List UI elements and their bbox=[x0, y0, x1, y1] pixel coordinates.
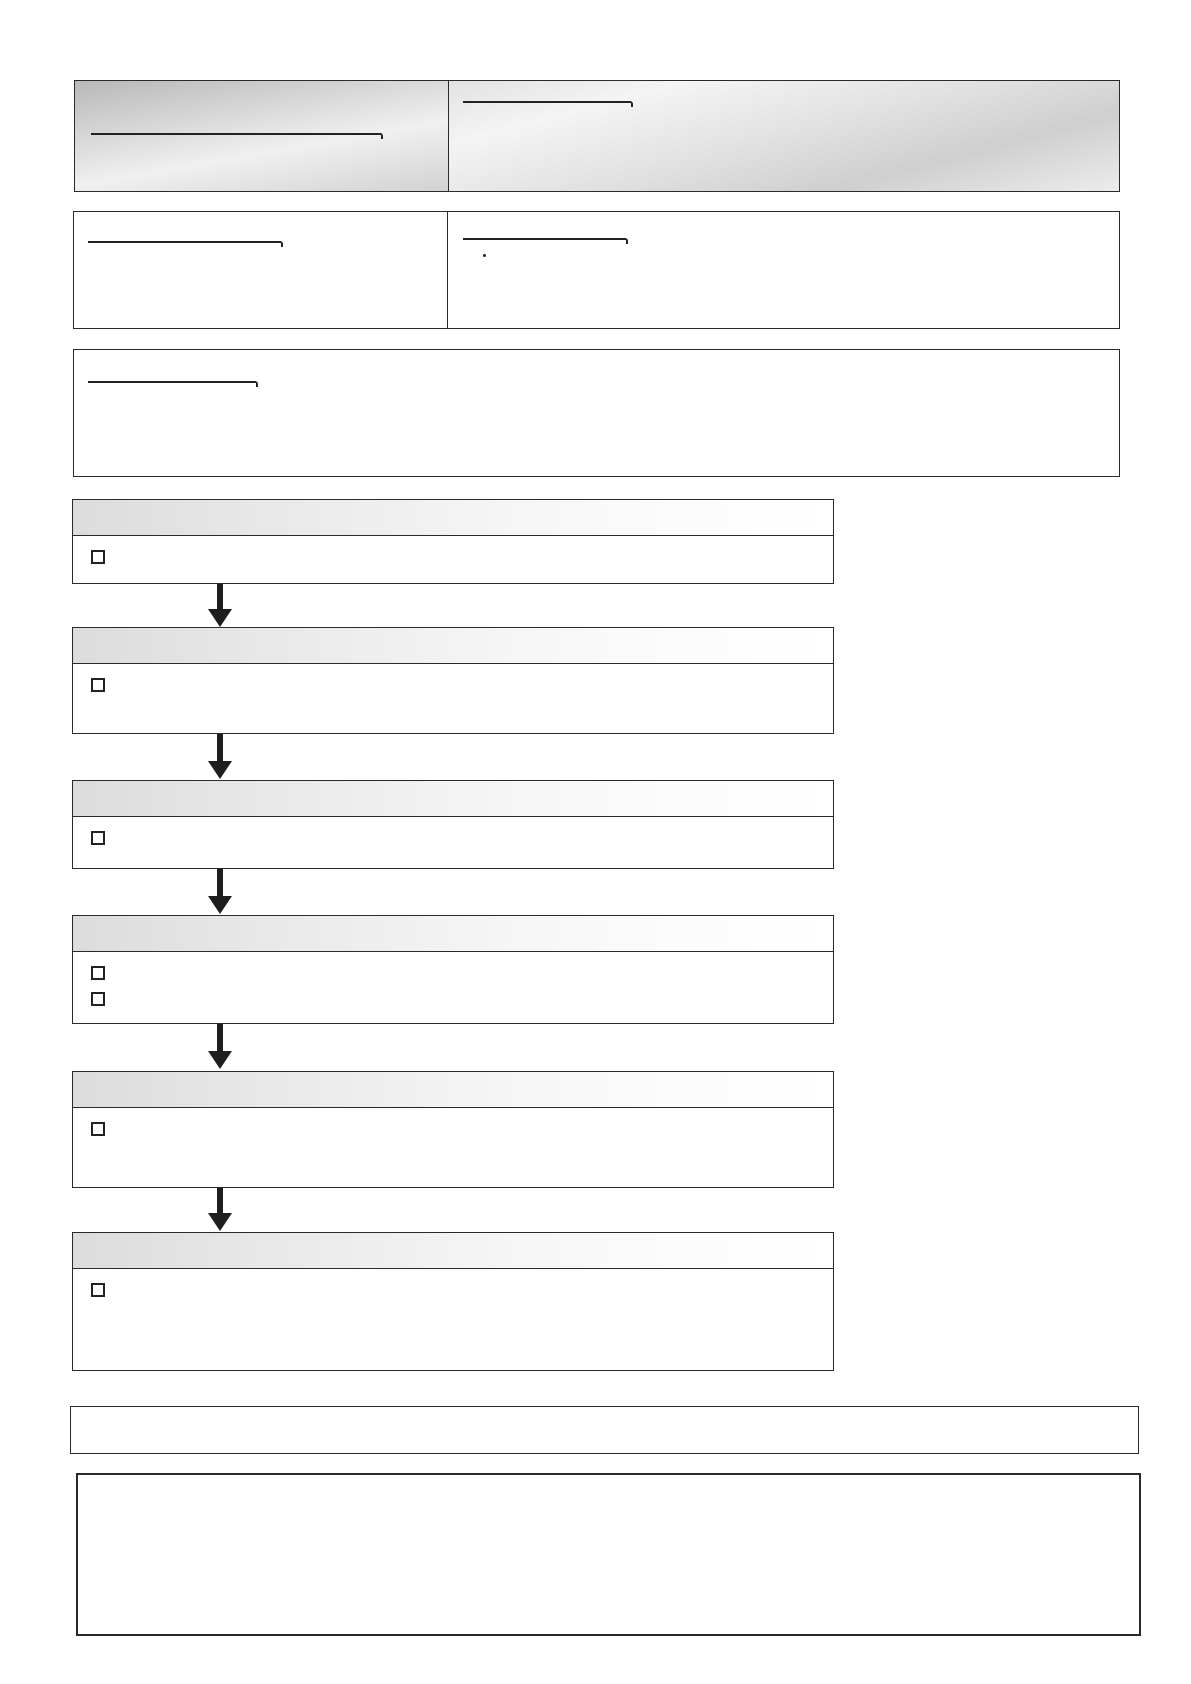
step-5-header bbox=[73, 1072, 833, 1108]
step-3-body bbox=[73, 817, 833, 845]
step-1-body bbox=[73, 536, 833, 564]
step-1-checkbox-1[interactable] bbox=[91, 550, 105, 564]
step-4-body bbox=[73, 952, 833, 1006]
step-4-checkbox-2[interactable] bbox=[91, 992, 105, 1006]
flow-arrow-1 bbox=[208, 584, 232, 628]
header-box bbox=[74, 80, 1120, 192]
info-right-title-line bbox=[463, 238, 626, 240]
step-2-checkbox-1[interactable] bbox=[91, 678, 105, 692]
header-right-title-line bbox=[463, 101, 631, 103]
step-3-header bbox=[73, 781, 833, 817]
header-left-pane bbox=[75, 81, 449, 191]
step-3-checkbox-1[interactable] bbox=[91, 831, 105, 845]
info-row-divider bbox=[447, 212, 448, 328]
description-title-line bbox=[88, 381, 256, 383]
step-1-header bbox=[73, 500, 833, 536]
step-card-2 bbox=[72, 627, 834, 734]
flow-arrow-3 bbox=[208, 869, 232, 915]
flow-arrow-5 bbox=[208, 1188, 232, 1232]
step-4-header bbox=[73, 916, 833, 952]
step-6-checkbox-1[interactable] bbox=[91, 1283, 105, 1297]
step-card-6 bbox=[72, 1232, 834, 1371]
step-card-1 bbox=[72, 499, 834, 584]
bullet-dot bbox=[483, 254, 486, 257]
step-6-body bbox=[73, 1269, 833, 1297]
step-4-checkbox-1[interactable] bbox=[91, 966, 105, 980]
info-row-box bbox=[73, 211, 1120, 329]
step-card-3 bbox=[72, 780, 834, 869]
step-5-body bbox=[73, 1108, 833, 1136]
step-2-body bbox=[73, 664, 833, 692]
description-box bbox=[73, 349, 1120, 477]
step-2-header bbox=[73, 628, 833, 664]
flow-arrow-2 bbox=[208, 734, 232, 780]
footer-bar bbox=[70, 1406, 1139, 1454]
flow-arrow-4 bbox=[208, 1024, 232, 1070]
step-5-checkbox-1[interactable] bbox=[91, 1122, 105, 1136]
step-card-4 bbox=[72, 915, 834, 1024]
notes-box bbox=[76, 1473, 1141, 1636]
step-card-5 bbox=[72, 1071, 834, 1188]
step-6-header bbox=[73, 1233, 833, 1269]
info-left-title-line bbox=[88, 241, 281, 243]
header-left-title-line bbox=[91, 133, 381, 135]
